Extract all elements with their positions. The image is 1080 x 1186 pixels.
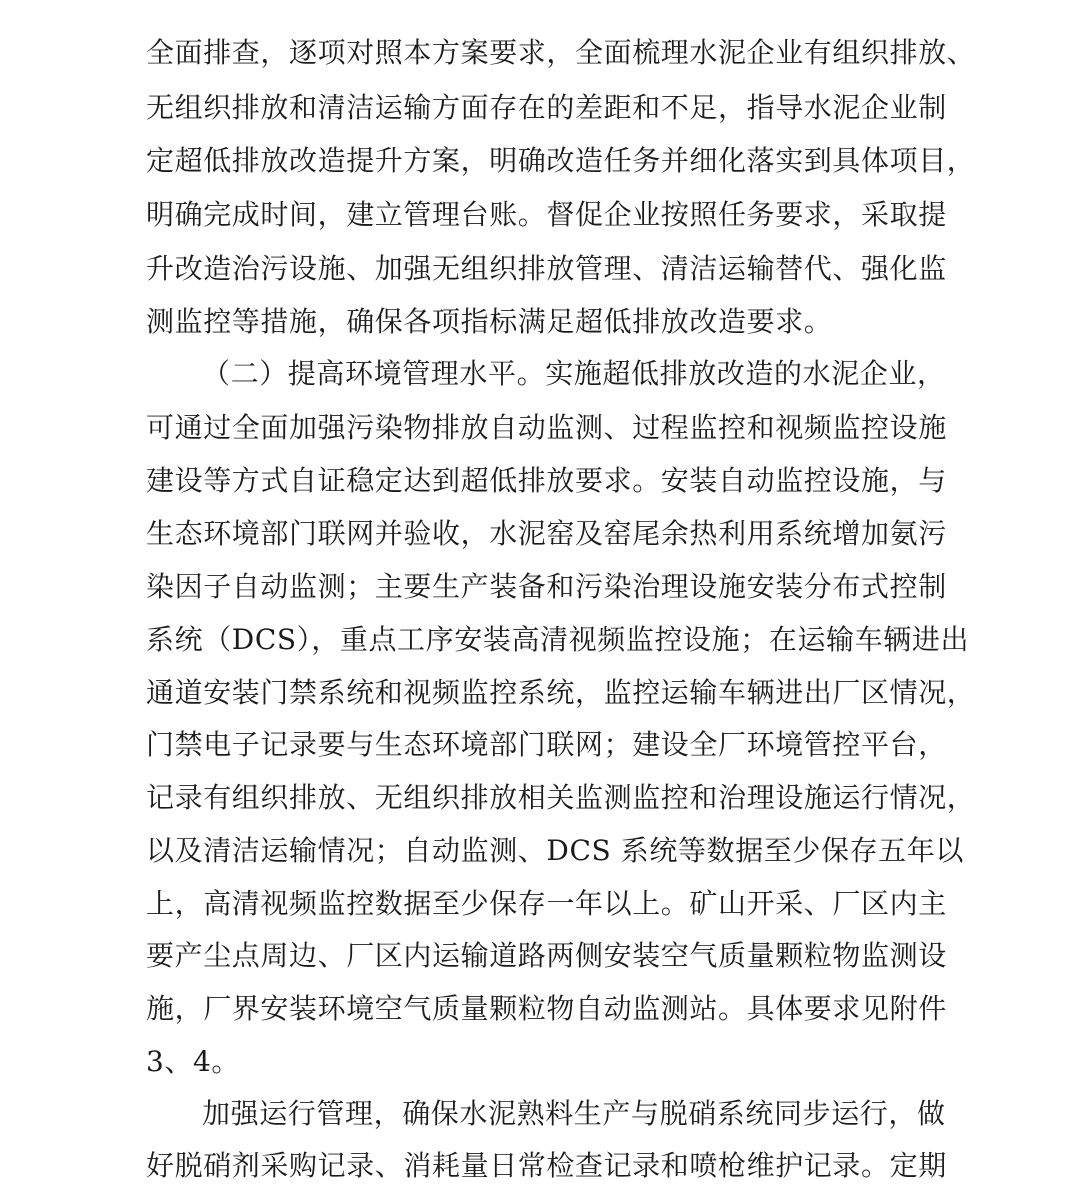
text-line: 通道安装门禁系统和视频监控系统，监控运输车辆进出厂区情况， [146,676,976,709]
text-line: 定超低排放改造提升方案，明确改造任务并细化落实到具体项目， [146,144,976,177]
text-line: 全面排查，逐项对照本方案要求，全面梳理水泥企业有组织排放、 [146,36,976,69]
section-heading-line: （二）提高环境管理水平。实施超低排放改造的水泥企业， [202,357,946,390]
text-line: 测监控等措施，确保各项指标满足超低排放改造要求。 [146,305,833,338]
text-line: 升改造治污设施、加强无组织排放管理、清洁运输替代、强化监 [146,252,947,285]
text-line: 可通过全面加强污染物排放自动监测、过程监控和视频监控设施 [146,411,947,444]
text-line: 以及清洁运输情况；自动监测、DCS 系统等数据至少保存五年以 [146,834,964,867]
text-line: 建设等方式自证稳定达到超低排放要求。安装自动监控设施，与 [146,464,947,497]
text-line: 染因子自动监测；主要生产装备和污染治理设施安装分布式控制 [146,570,947,603]
text-line: 生态环境部门联网并验收，水泥窑及窑尾余热利用系统增加氨污 [146,517,947,550]
text-line: 明确完成时间，建立管理台账。督促企业按照任务要求，采取提 [146,198,947,231]
text-line: 要产尘点周边、厂区内运输道路两侧安装空气质量颗粒物监测设 [146,939,947,972]
text-line: 上，高清视频监控数据至少保存一年以上。矿山开采、厂区内主 [146,887,947,920]
text-line: 系统（DCS），重点工序安装高清视频监控设施；在运输车辆进出 [146,623,970,656]
text-line: 记录有组织排放、无组织排放相关监测监控和治理设施运行情况， [146,781,976,814]
text-line: 好脱硝剂采购记录、消耗量日常检查记录和喷枪维护记录。定期 [146,1149,947,1182]
paragraph-start-line: 加强运行管理，确保水泥熟料生产与脱硝系统同步运行，做 [202,1097,946,1130]
text-line: 无组织排放和清洁运输方面存在的差距和不足，指导水泥企业制 [146,91,947,124]
text-line: 门禁电子记录要与生态环境部门联网；建设全厂环境管控平台， [146,728,947,761]
text-line: 施，厂界安装环境空气质量颗粒物自动监测站。具体要求见附件 [146,992,947,1025]
text-line: 3、4。 [146,1045,241,1078]
